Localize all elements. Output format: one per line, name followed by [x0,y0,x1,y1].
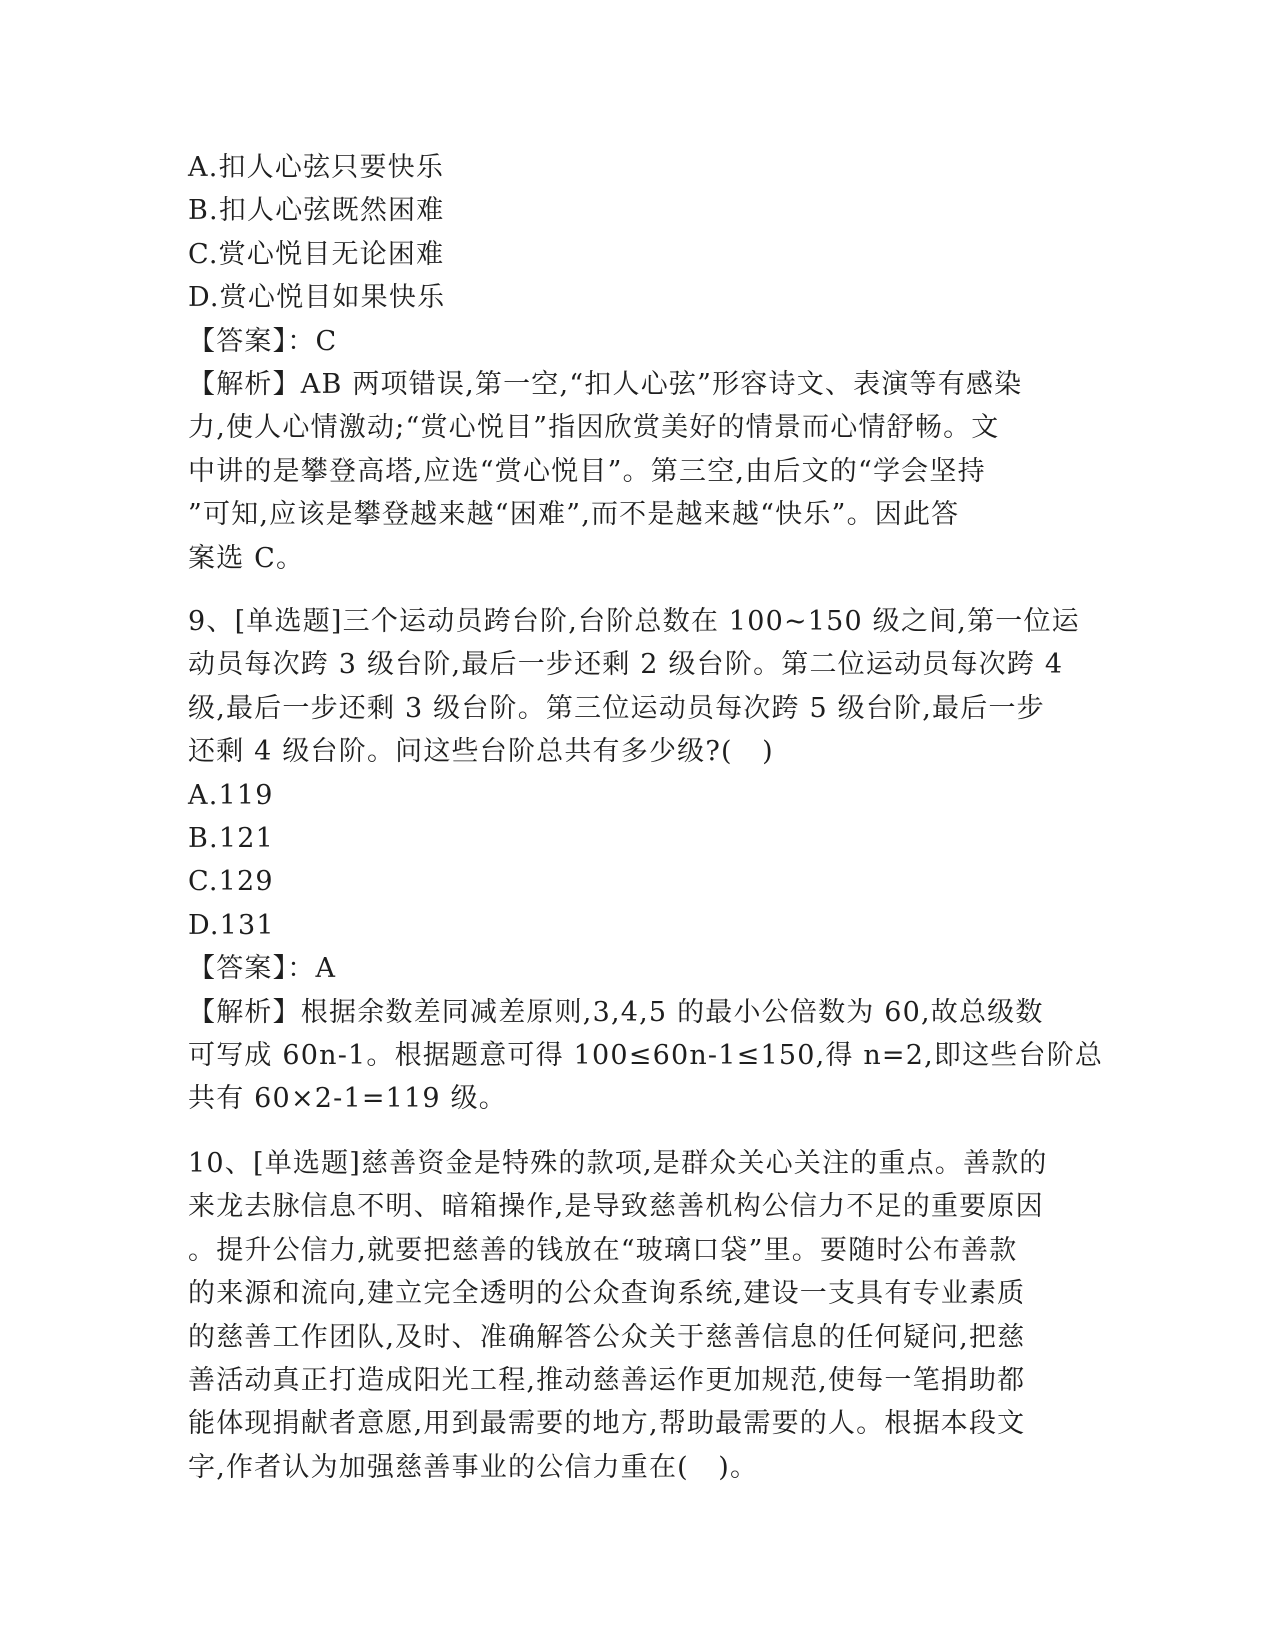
option-a: A.扣人心弦只要快乐 [188,152,445,183]
option-c: C.129 [188,866,274,898]
question-stem-line: 10、[单选题]慈善资金是特殊的款项,是群众关心关注的重点。善款的 [188,1148,1048,1179]
question-stem-line: 能体现捐献者意愿,用到最需要的地方,帮助最需要的人。根据本段文 [188,1408,1026,1440]
option-c: C.赏心悦目无论困难 [188,238,445,270]
question-stem-line: 级,最后一步还剩 3 级台阶。第三位运动员每次跨 5 级台阶,最后一步 [188,692,1045,724]
analysis-line: 力,使人心情激动;“赏心悦目”指因欣赏美好的情景而心情舒畅。文 [188,412,1000,444]
question-stem-line: 字,作者认为加强慈善事业的公信力重在( )。 [188,1451,759,1483]
analysis-line: 可写成 60n-1。根据题意可得 100≤60n-1≤150,得 n=2,即这些台阶总 [188,1039,1104,1071]
question-10 [188,1142,1088,1489]
question-stem-line: 的来源和流向,建立完全透明的公众查询系统,建设一支具有专业素质 [188,1278,1026,1310]
question-8-continuation [188,146,1088,580]
question-stem-line: 还剩 4 级台阶。问这些台阶总共有多少级?( ) [188,736,774,768]
option-a: A.119 [188,779,274,811]
question-stem-line: 9、[单选题]三个运动员跨台阶,台阶总数在 100~150 级之间,第一位运 [188,606,1080,637]
option-b: B.扣人心弦既然困难 [188,195,445,227]
answer-line: 【答案】：C [188,325,338,357]
option-d: D.赏心悦目如果快乐 [188,282,446,314]
analysis-line: ”可知,应该是攀登越来越“困难”,而不是越来越“快乐”。因此答 [188,499,960,531]
question-stem-line: 。提升公信力,就要把慈善的钱放在“玻璃口袋”里。要随时公布善款 [188,1234,1018,1266]
answer-line: 【答案】：A [188,953,337,985]
question-stem-line: 来龙去脉信息不明、暗箱操作,是导致慈善机构公信力不足的重要原因 [188,1191,1044,1223]
analysis-line: 中讲的是攀登高塔,应选“赏心悦目”。第三空,由后文的“学会坚持 [188,455,986,487]
question-stem-line: 动员每次跨 3 级台阶,最后一步还剩 2 级台阶。第二位运动员每次跨 4 [188,649,1064,681]
question-stem-line: 的慈善工作团队,及时、准确解答公众关于慈善信息的任何疑问,把慈 [188,1321,1026,1353]
question-9 [188,600,1104,1121]
analysis-line: 【解析】AB 两项错误,第一空,“扣人心弦”形容诗文、表演等有感染 [188,368,1023,400]
analysis-line: 【解析】根据余数差同减差原则,3,4,5 的最小公倍数为 60,故总级数 [188,996,1044,1028]
question-stem-line: 善活动真正打造成阳光工程,推动慈善运作更加规范,使每一笔捐助都 [188,1364,1026,1396]
analysis-line: 案选 C。 [188,542,305,574]
analysis-line: 共有 60×2-1=119 级。 [188,1083,507,1115]
option-b: B.121 [188,822,274,854]
option-d: D.131 [188,909,275,941]
